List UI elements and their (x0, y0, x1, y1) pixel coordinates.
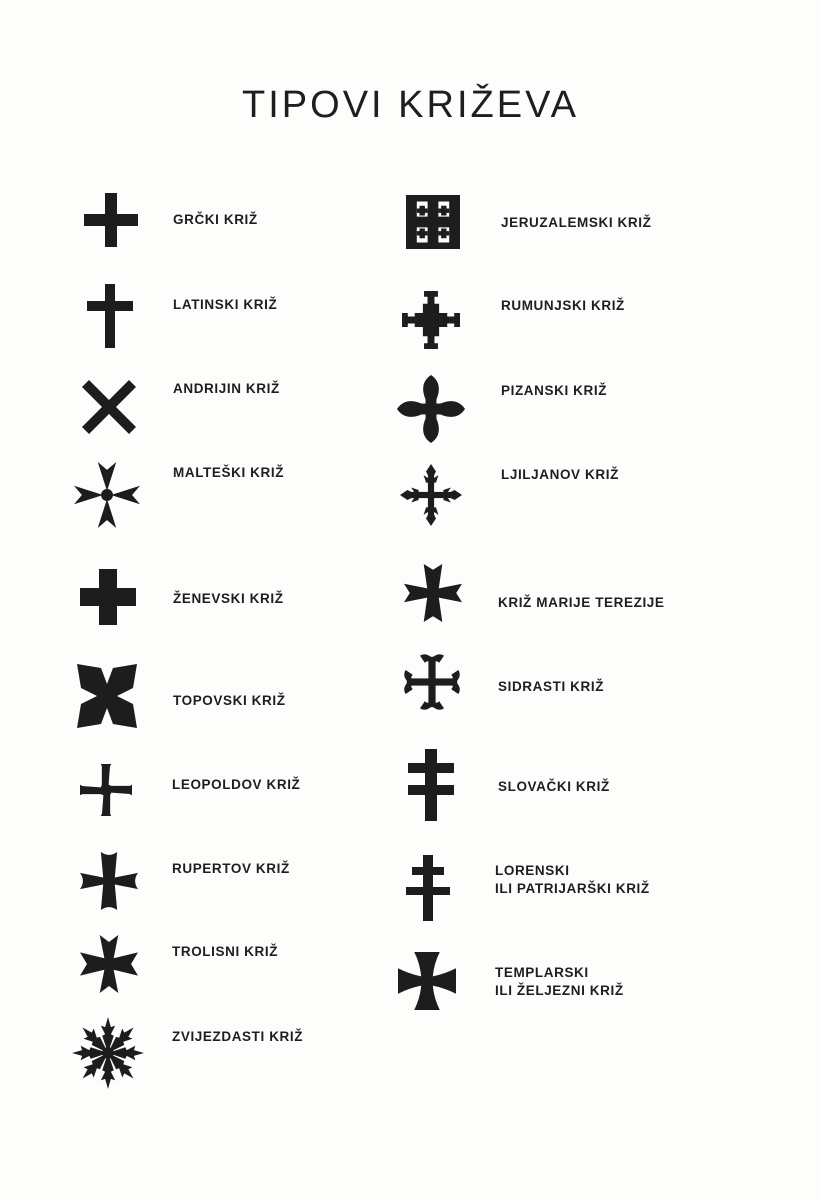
lily-cross-icon (400, 462, 462, 528)
cross-label: PIZANSKI KRIŽ (501, 383, 608, 398)
leopold-cross-icon (80, 764, 132, 816)
cross-label: ZVIJEZDASTI KRIŽ (172, 1029, 304, 1044)
cross-label: JERUZALEMSKI KRIŽ (501, 215, 652, 230)
cross-label: TROLISNI KRIŽ (172, 944, 279, 959)
cross-label (495, 862, 650, 898)
pisan-cross-icon (397, 375, 465, 443)
rupert-cross-icon (80, 851, 138, 911)
maria-theresa-cross-icon (404, 563, 462, 623)
trefoil-cross-icon (80, 934, 138, 994)
maltese-cross-icon (74, 462, 140, 528)
cross-label: ŽENEVSKI KRIŽ (173, 591, 284, 606)
cross-label: KRIŽ MARIJE TEREZIJE (498, 595, 665, 610)
cross-label: GRČKI KRIŽ (173, 212, 258, 227)
cross-label: TOPOVSKI KRIŽ (173, 693, 286, 708)
cross-label-line: ILI PATRIJARŠKI KRIŽ (495, 881, 650, 896)
cross-label: LJILJANOV KRIŽ (501, 467, 619, 482)
saltire-cross-icon (82, 380, 136, 434)
cannon-cross-icon (77, 664, 137, 728)
star-cross-icon (72, 1017, 144, 1089)
cross-label (495, 964, 624, 1000)
lorraine-cross-icon (406, 855, 450, 921)
greek-cross-icon (84, 193, 138, 247)
slovak-cross-icon (408, 749, 454, 821)
cross-label-line: LORENSKI (495, 863, 570, 878)
cross-label-line: ILI ŽELJEZNI KRIŽ (495, 983, 624, 998)
cross-label: LEOPOLDOV KRIŽ (172, 777, 301, 792)
anchor-cross-icon (402, 652, 462, 712)
cross-label: RUMUNJSKI KRIŽ (501, 298, 625, 313)
page-title: TIPOVI KRIŽEVA (242, 84, 579, 126)
geneva-cross-icon (80, 569, 136, 625)
romanian-cross-icon (402, 291, 460, 349)
cross-label: LATINSKI KRIŽ (173, 297, 278, 312)
cross-label: RUPERTOV KRIŽ (172, 861, 290, 876)
cross-label: SIDRASTI KRIŽ (498, 679, 605, 694)
templar-cross-icon (398, 952, 456, 1010)
cross-label: ANDRIJIN KRIŽ (173, 381, 280, 396)
jerusalem-cross-icon (406, 194, 460, 250)
cross-label-line: TEMPLARSKI (495, 965, 589, 980)
cross-label: SLOVAČKI KRIŽ (498, 779, 610, 794)
cross-label: MALTEŠKI KRIŽ (173, 465, 285, 480)
latin-cross-icon (87, 284, 133, 348)
